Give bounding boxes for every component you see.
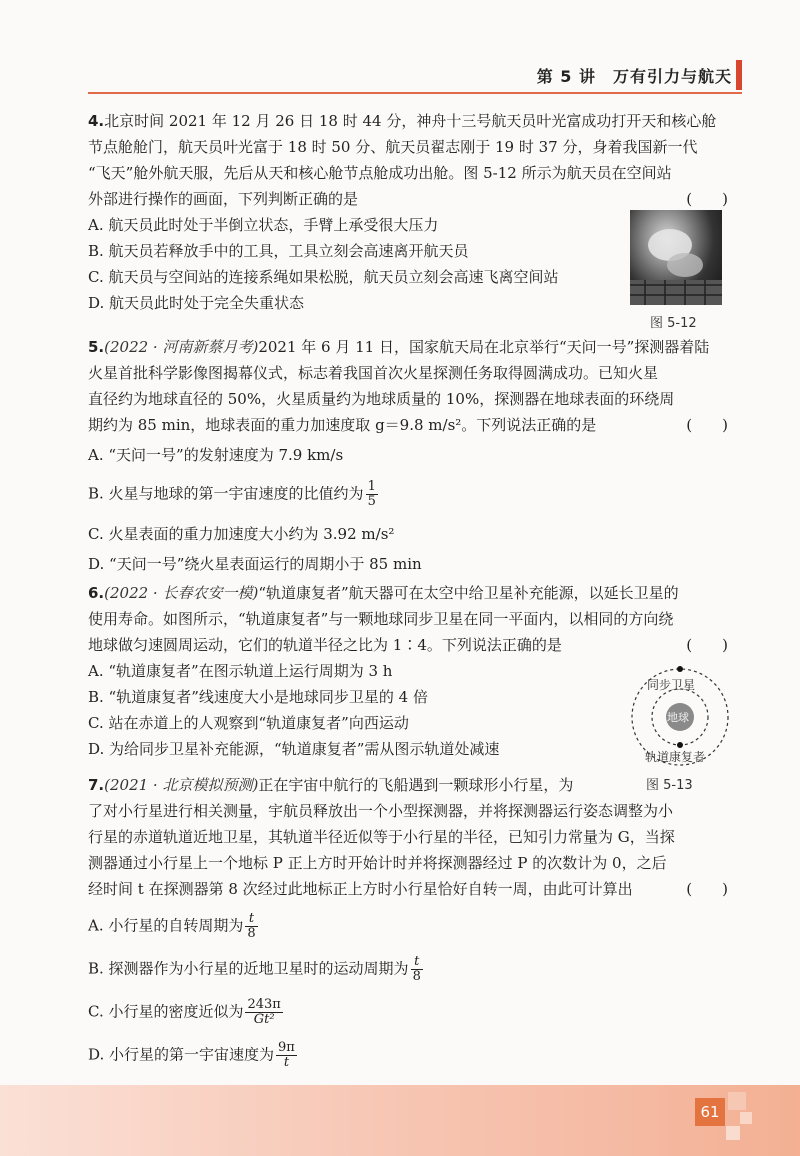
option-b <box>88 480 728 509</box>
fraction-denominator: 8 <box>412 969 421 984</box>
header-rule <box>88 92 742 94</box>
question-7 <box>88 772 728 1070</box>
question-line: 正在宇宙中航行的飞船遇到一颗球形小行星，为 <box>258 776 574 794</box>
question-line: 期约为 85 min，地球表面的重力加速度取 g＝9.8 m/s²。下列说法正确的是 <box>88 416 597 434</box>
question-source: (2022 · 河南新蔡月考) <box>104 338 259 356</box>
question-line: 行星的赤道轨道近地卫星，其轨道半径近似等于小行星的半径，已知引力常量为 G，当探 <box>88 828 675 846</box>
question-source: (2021 · 北京模拟预测) <box>104 776 259 794</box>
question-line: 测器通过小行星上一个地标 P 正上方时开始计时并将探测器经过 P 的次数计为 0，之后 <box>88 854 667 872</box>
option-b: B. “轨道康复者”线速度大小是地球同步卫星的 4 倍 <box>88 688 428 706</box>
option-c: C. 航天员与空间站的连接系绳如果松脱，航天员立刻会高速飞离空间站 <box>88 268 559 286</box>
fraction-numerator: 243π <box>247 997 281 1012</box>
option-a: A. 航天员此时处于半倒立状态，手臂上承受很大压力 <box>88 216 439 234</box>
footer-band <box>0 1085 800 1156</box>
option-d: D. “天问一号”绕火星表面运行的周期小于 85 min <box>88 555 422 573</box>
question-line: 节点舱舱门，航天员叶光富于 18 时 50 分、航天员翟志刚于 19 时 37 分，身着我国新一代 <box>88 138 698 156</box>
option-a: A. “天问一号”的发射速度为 7.9 km/s <box>88 446 344 464</box>
question-number: 4. <box>88 112 105 130</box>
fraction-denominator: 8 <box>247 926 256 941</box>
question-number: 7. <box>88 776 105 794</box>
fraction <box>245 912 257 941</box>
fraction-denominator: 5 <box>367 494 376 509</box>
question-5 <box>88 334 728 577</box>
fraction <box>276 1041 297 1070</box>
figure-caption: 图 5-13 <box>646 778 693 793</box>
fraction <box>366 480 378 509</box>
question-line: 直径约为地球直径的 50%，火星质量约为地球质量的 10%，探测器在地球表面的环绕周 <box>88 390 675 408</box>
option-text: B. 探测器作为小行星的近地卫星时的运动周期为 <box>88 959 409 978</box>
figure-caption: 图 5-12 <box>650 316 697 331</box>
option-text: C. 小行星的密度近似为 <box>88 1002 244 1021</box>
answer-paren: ( ) <box>686 636 728 654</box>
header-accent-bar <box>736 60 742 90</box>
question-line: 2021 年 6 月 11 日，国家航天局在北京举行“天问一号”探测器着陆 <box>258 338 710 356</box>
question-line: 经时间 t 在探测器第 8 次经过此地标正上方时小行星恰好自转一周，由此可计算出 <box>88 880 633 898</box>
question-line: 地球做匀速圆周运动，它们的轨道半径之比为 1∶4。下列说法正确的是 <box>88 636 562 654</box>
fraction-numerator: 9π <box>278 1040 295 1055</box>
answer-paren: ( ) <box>686 880 728 898</box>
page-number: 61 <box>695 1098 725 1126</box>
question-line: “飞天”舱外航天服，先后从天和核心舱节点舱成功出舱。图 5-12 所示为航天员在空间站 <box>88 164 672 182</box>
option-text: A. 小行星的自转周期为 <box>88 916 244 935</box>
question-line: 使用寿命。如图所示，“轨道康复者”与一颗地球同步卫星在同一平面内，以相同的方向绕 <box>88 610 674 628</box>
fraction <box>245 998 282 1027</box>
inner-orbit-label: 轨道康复者 <box>645 750 706 764</box>
question-number: 5. <box>88 338 105 356</box>
question-line: 北京时间 2021 年 12 月 26 日 18 时 44 分，神舟十三号航天员叶光富成功打开天和核心舱 <box>104 112 717 130</box>
option-a <box>88 912 728 941</box>
option-a: A. “轨道康复者”在图示轨道上运行周期为 3 h <box>88 662 393 680</box>
question-line: 了对小行星进行相关测量，宇航员释放出一个小型探测器，并将探测器运行姿态调整为小 <box>88 802 674 820</box>
question-source: (2022 · 长春农安一模) <box>104 584 259 602</box>
earth-label: 地球 <box>667 711 689 724</box>
fraction-numerator: t <box>245 912 257 927</box>
outer-orbit-label: 同步卫星 <box>647 678 696 692</box>
fraction-numerator: 1 <box>367 479 376 494</box>
option-c: C. 火星表面的重力加速度大小约为 3.92 m/s² <box>88 525 395 543</box>
option-text: D. 小行星的第一宇宙速度为 <box>88 1045 275 1064</box>
answer-paren: ( ) <box>686 416 728 434</box>
fraction-denominator: Gt² <box>253 1012 275 1027</box>
question-line: 外部进行操作的画面，下列判断正确的是 <box>88 190 359 208</box>
option-text: B. 火星与地球的第一宇宙速度的比值约为 <box>88 484 364 503</box>
option-b <box>88 955 728 984</box>
answer-paren: ( ) <box>686 190 728 208</box>
fraction-numerator: t <box>411 955 423 970</box>
question-line: 火星首批科学影像图揭幕仪式，标志着我国首次火星探测任务取得圆满成功。已知火星 <box>88 364 659 382</box>
option-d <box>88 1041 728 1070</box>
fraction-denominator: t <box>283 1055 290 1070</box>
option-d: D. 航天员此时处于完全失重状态 <box>88 294 305 312</box>
footer-decor-square <box>726 1126 740 1140</box>
option-d: D. 为给同步卫星补充能源，“轨道康复者”需从图示轨道处减速 <box>88 740 500 758</box>
chapter-header: 第 5 讲 万有引力与航天 <box>536 67 732 86</box>
orbit-diagram <box>625 662 735 772</box>
option-c <box>88 998 728 1027</box>
astronaut-photo <box>630 210 722 305</box>
question-line: “轨道康复者”航天器可在太空中给卫星补充能源，以延长卫星的 <box>258 584 679 602</box>
fraction <box>411 955 423 984</box>
footer-decor-square <box>728 1092 746 1110</box>
option-c: C. 站在赤道上的人观察到“轨道康复者”向西运动 <box>88 714 409 732</box>
footer-decor-square <box>740 1112 752 1124</box>
question-number: 6. <box>88 584 105 602</box>
option-b: B. 航天员若释放手中的工具，工具立刻会高速离开航天员 <box>88 242 469 260</box>
